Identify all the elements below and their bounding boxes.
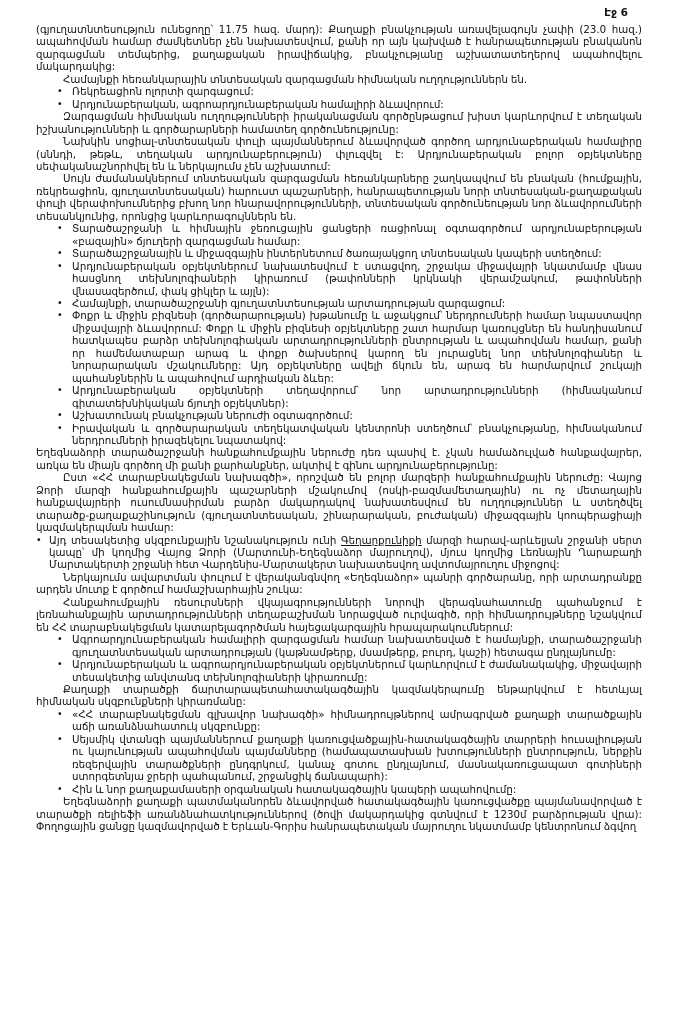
bullet-icon: • (57, 634, 63, 646)
paragraph: Ըստ «ՀՀ տարաբնակեցման նախագծի», որոշված են բոլոր մարզերի հանքահումքային ներուժը: Վայոց Ձորի մարզի հանքահումքային պաշարների մշակումով (ոսկի-բազմամետաղային) ու ոչ մետաղային հանքավայրերի ուսումնասիրման բարձր մակարդակով նախատեսվում են ուղղություններ և ստեղծվել տարածք-քաղաքաշինություն (գյուղատնտեսական, շինարարական, բուժական) միջազգային կոոպերացիայի կազմակերպման համար: (36, 472, 642, 535)
bullet-text: Աշխատունակ բնակչության ներուժի օգտագործում: (72, 410, 353, 423)
bullet-item (55, 423, 642, 448)
paragraph: Քաղաքի տարածքի ճարտարապետահատակագծային կազմակերպումը ենթարկվում է հետևյալ հիմնական սկզբունքների կիրառմանը: (36, 684, 642, 709)
paragraph: Ներկայումս ավարտման փուլում է վերականգնվող «Եղեգնաձոր» պանրի գործարանը, որի արտադրանքը արդեն մուտք է գործում համաշխարհային շուկա: (36, 571, 642, 597)
bullet-text-pre: Այդ տեսակետից սկզբունքային նշանակություն ունի (49, 534, 341, 547)
bullet-text: Սեյսմիկ վտանգի պայմաններում քաղաքի կառուցվածքային-հատակագծային տարրերի հուսալիության ու կայունության ապահովման պայմանները (համապատասխան խտությունների ընտրություն, ներքին ռեզերվային տարածքների ընդգրկում, կանաչ գոտու ընդլայնում, մասնակառուցապատ գոտիների ստորգետնյա ջրերի պահպանում, շրջանցիկ ճանապարհ): (72, 733, 642, 784)
bullet-icon: • (57, 310, 63, 322)
bullet-icon: • (57, 248, 63, 260)
bullet-icon: • (57, 733, 63, 745)
bullet-item (55, 99, 642, 111)
bullet-icon: • (57, 659, 63, 671)
paragraph: Զարգացման հիմնական ուղղությունների իրականացման գործընթացում խիստ կարևորվում է տեղական իշխանությունների և գործարարների համատեղ գործունեությունը: (36, 111, 642, 136)
bullet-text: Արդյունաբերական և ագրոարդյունաբերական օբյեկտներում կարևորվում է ժամանակակից, միջավայրի տեսակետից անվտանգ տեխնոլոգիաների կիրառումը: (72, 659, 642, 684)
paragraph-final-truncated: Եղեգնաձորի քաղաքի պատմականորեն ձևավորված հատակագծային կառուցվածքը պայմանավորված է տարածքի ռելիեֆի առանձնահատկություններով (ծովի մակարդակից գտնվում է 1230մ բարձրության վրա): Փողոցային ցանցը կազմավորված է Երևան-Գորիս հանրապետական մայրուղու նկատմամբ կենտրոնում ձգվող (36, 796, 642, 833)
bullet-text: Իրավական և գործարարական տեղեկատվական կենտրոնի ստեղծում՝ բնակչությանը, հիմնականում ներդրումների իրազեկելու նպատակով: (72, 422, 642, 447)
page-number: Էջ 6 (604, 7, 628, 19)
paragraph: (գյուղատնտեսություն ունեցողը՝ 11.75 հազ. մարդ): Քաղաքի բնակչության առավելագույն չափի (23.0 հազ.) ապահովման համար ժամկետներ չեն նախատեսվում, քանի որ այն կախված է հանրապետության բնականոն զարգացման տեմպերից, քաղաքական իրավիճակից, բնակչությանը աշխատատեղերով ապահովելու մակարդակից: (36, 24, 642, 74)
bullet-icon: • (57, 98, 63, 110)
paragraph: Եղեգնաձորի տարածաշրջանի հանքահումքային ներուժը դեռ պասիվ է. չկան համաձուլված հանքավայրեր, առկա են միայն գործող մի քանի քարհանքներ, ակտիվ է գինու արդյունաբերությունը: (36, 447, 642, 472)
bullet-text: Ագրոարդյունաբերական համալիրի զարգացման համար նախատեսված է համայնքի, տարածաշրջանի գյուղատնտեսական արտադրության (կաթնամթերք, մսամթերք, բուրդ, կաշի) հետագա ընդլայնումը: (72, 634, 642, 659)
bullet-text: Ռեկրեացիոն ոլորտի զարգացում: (72, 86, 254, 99)
bullet-item (55, 410, 642, 422)
bullet-icon: • (36, 534, 42, 546)
bullet-icon: • (57, 410, 63, 422)
bullet-text: Արդյունաբերական օբյեկտների տեղավորում՝ նոր արտադրությունների (հիմնականում գիտատեխնիկական ճյուղի օբյեկտներ): (72, 385, 642, 410)
bullet-text: «ՀՀ տարաբնակեցման գլխավոր նախագծի» հիմնադրույթներով ամրագրված քաղաքի տարածքային աճի առանձնահատուկ սկզբունքը: (72, 708, 642, 734)
bullet-item (55, 298, 642, 310)
bullet-icon: • (57, 708, 63, 720)
bullet-icon: • (57, 86, 63, 98)
bullet-item (36, 535, 642, 572)
bullet-item (55, 248, 642, 260)
paragraph: Սույն ժամանակներում տնտեսական զարգացման հեռանկարները շաղկապվում են բնական (հումքային, ռեկրեացիոն, գյուղատնտեսական) հարուստ պաշարների, հանրապետության նորի տնտեսական-քաղաքական փուլի վերափոխումներից բխող նոր հնարավորությունների, տնտեսական գործունեության նոր ձևավորումների տեսանկյունից, որոնցից կարևորագույններն են. (36, 173, 642, 223)
bullet-text: Արդյունաբերական, ագրոարդյունաբերական համալիրի ձևավորում: (72, 98, 444, 111)
bullet-text (49, 535, 642, 572)
bullet-item (55, 310, 642, 385)
paragraph-directions-heading: Համայնքի հեռանկարային տնտեսական զարգացման հիմնական ուղղություններն են. (63, 73, 528, 86)
bullet-item (55, 709, 642, 734)
bullet-text: Տարածաշրջանային և միջազգային ինտերնետում ծառայակցող տնտեսական կապերի ստեղծում: (72, 248, 602, 261)
bullet-item (55, 659, 642, 684)
bullet-icon: • (57, 385, 63, 397)
bullet-item (55, 784, 642, 796)
bullet-text: Տարածաշրջանի և հիմնային ջեռուցային ցանցերի ռացիոնալ օգտագործում արդյունաբերության «բազային» ճյուղերի զարգացման համար: (72, 223, 642, 248)
paragraph: Նախկին սոցիալ-տնտեսական փուլի պայմաններում ձևավորված գործող արդյունաբերական համալիրը (սննդի, թեթև, տեղական արդյունաբերություն) փլուզվել է: Արդյունաբերական բոլոր օբյեկտները սեփականաշնորհվել են և ներկայումս չեն աշխատում: (36, 136, 642, 173)
bullet-icon: • (57, 422, 63, 434)
bullet-icon: • (57, 783, 63, 795)
paragraph: Հանքահումքային ռեսուրսների վկայագրությունների նորովի վերագնահատումը պահանջում է լեռնահանքային արտադրությունների տեղաբաշխման նորացված ուրվագիծ, որի հիմնադրույթները նշակվում են ՀՀ տարաբնակեցման կատարելագործման հայեցակարգային հրապարակումներում: (36, 596, 642, 634)
bullet-icon: • (57, 223, 63, 235)
bullet-item (55, 261, 642, 298)
bullet-item (55, 385, 642, 410)
bullet-text: Հին և նոր քաղաքամասերի օրգանական հատակագծային կապերի ապահովումը: (72, 783, 517, 796)
bullet-item (55, 86, 642, 98)
bullet-item (55, 223, 642, 248)
bullet-icon: • (57, 260, 63, 272)
bullet-text: Համայնքի, տարածաշրջանի գյուղատնտեսության արտադրության զարգացում: (72, 297, 506, 310)
bullet-icon: • (57, 297, 63, 309)
bullet-item (55, 734, 642, 784)
bullet-text: Արդյունաբերական օբյեկտներում նախատեսվում է ստացվող, շրջակա միջավայրի նկատմամբ վնաս հասցնող տեխնոլոգիաների կիրառում (թափոնների կրկնակի վերամշակում, թափոնների վնասազերծում, փակ ցիկլեր և այլն): (72, 260, 642, 298)
bullet-text-post: մարզի հարավ-արևելյան շրջանի սերտ կապը՝ մի կողմից Վայոց Ձորի (Մարտունի-Եղեգնաձոր մայրուղով), մյուս կողմից Լեռնային Ղարաբաղի Մարտակերտի շրջանի հետ Վարդենիս-Մարտակերտ նախատեսվող ավտոմայրուղու միջոցով: (49, 534, 643, 572)
bullet-item (55, 634, 642, 659)
underlined-region-name: Գեղարքունիքի (340, 534, 422, 547)
bullet-text: Փոքր և միջին բիզնեսի (գործարարության) խթանումը և աջակցում՝ ներդրումների համար նպաստավոր միջավայրի ձևավորում: Փոքր և միջին բիզնեսի օբյեկտները շատ հարմար կառույցներ են հանդիսանում հատկապես բարձր տեխնոլոգիական արտադրությունների ընտրության և ապահովման համար, քանի որ համեմատաբար արագ և փոքր ծախսերով կարող են յուրացնել նոր տեխնոլոգիաներ և նորարարական մշակումները: Այդ օբյեկտները ավելի ճկուն են, արագ են հարմարվում շուկայի պահանջներին և ապահովում արդիական ձևեր: (72, 310, 642, 385)
